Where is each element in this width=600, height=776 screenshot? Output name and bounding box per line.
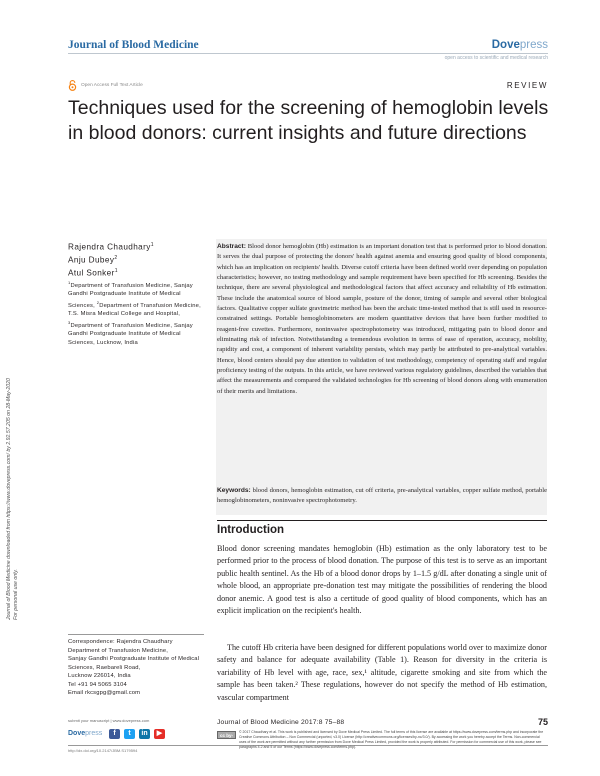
correspondence-dept: Department of Transfusion Medicine,	[68, 647, 168, 654]
dovepress-logo[interactable]	[492, 39, 548, 51]
author: Anju Dubey$^2$	[68, 255, 118, 265]
submit-manuscript-link[interactable]: submit your manuscript | www.dovepress.com	[68, 718, 150, 723]
correspondence-label: Correspondence: Rajendra Chaudhary	[68, 639, 173, 645]
footer-dovepress-logo[interactable]: Dovepress	[68, 730, 103, 737]
affiliations: $^1$Department of Transfusion Medicine, Sanjay Gandhi Postgraduate Institute of Medical Sciences, $^2$Department of Transfusion Medicine, T.S. Misra Medical College and Hospital, $^3$Department of Transfusion Medicine, Sanjay Gandhi Postgraduate Institute of Medical Sciences, Lucknow, India	[68, 280, 201, 346]
abstract-text: Blood donor hemoglobin (Hb) estimation is an important donation test that is performed prior to blood donation. It serves the dual purpose of protecting the donors' health against anemia and ensuring good quality of blood components, which has an implication on recipients' health. Diverse cutoff criteria have been defined world over depending on population characteristics; however, no testing methodology and sample requirement have been specified for Hb screening. Besides the technique, there are several physiological and methodological factors that affect accuracy and reliability of Hb estimation. These include the anatomical source of blood sample, posture of the donor, timing of sample and several other biological factors. Qualitative copper sulfate gravimetric method has been the archaic time-tested method that is still used in resource-constrained settings. Portable hemoglobinometers are modern quantitative devices that have been further modified to reagent-free cuvettes. Furthermore, noninvasive spectrophotometry was introduced, mitigating pain to blood donor and eliminating risk of infection. Notwithstanding a tremendous evolution in terms of ease of operation, accuracy, mobility, rapidity and cost, a component of inherent variability persists, which may partly be attributed to pre-analytical variables. Hence, blood centers should pay due attention to validation of test methodology, competency of operating staff and regular proficiency testing of the outputs. In this article, we have reviewed various regulatory guidelines, described the variables that affect the measurements and compared the validated technologies for Hb screening of blood donors along with enumeration of their merits and limitations.	[217, 243, 547, 395]
open-access-text: Open Access Full Text Article	[81, 83, 143, 88]
linkedin-icon[interactable]: in	[139, 729, 150, 739]
logo-press: press	[519, 39, 548, 51]
article-title: Techniques used for the screening of hemoglobin levels in blood donors: current insights and future directions	[68, 97, 549, 144]
license-text: © 2017 Chaudhary et al. This work is published and licensed by Dove Medical Press Limited. The full terms of this license are available at https://www.dovepress.com/terms.php and incorporate the Creative Commons Attribution – Non Commercial (unported, v3.0) License (http://creativecommons.org/licenses/by-nc/3.0/). By accessing the work you hereby accept the Terms. Non-commercial uses of the work are permitted without any further permission from Dove Medical Press Limited, provided the work is properly attributed. For permission for commercial use of this work, please see paragraphs 4.2 and 5 of our Terms (https://www.dovepress.com/terms.php).	[239, 730, 544, 749]
author-list	[68, 240, 154, 280]
journal-name: Journal of Blood Medicine	[68, 39, 199, 51]
abstract	[217, 242, 547, 397]
intro-paragraph: The cutoff Hb criteria have been designed for different populations world over to maximize donor safety and balance for adequate availability (Table 1). Reason for diversity in the criteria is variability of Hb level with age, race, sex,¹ altitude, cigarette smoking and site from which the sample has been taken.² These regulations, however do not specify the method of Hb estimation, vascular compartment	[217, 643, 547, 702]
open-access-badge	[68, 80, 143, 91]
keywords-label: Keywords:	[217, 487, 251, 494]
twitter-icon[interactable]: t	[124, 729, 135, 739]
author: Atul Sonker$^1$	[68, 268, 118, 279]
correspondence-tel: Tel +91 94 5065 3104	[68, 681, 127, 688]
keywords	[217, 486, 547, 507]
author: Rajendra Chaudhary$^1$	[68, 242, 154, 252]
intro-paragraph: Blood donor screening mandates hemoglobin (Hb) estimation as the only laboratory test to be performed prior to the process of blood donation. The purpose of this test is to serve as an important public health sentinel. As the Hb of a blood donor drops by 1–1.5 g/dL after donating a single unit of whole blood, an appropriate pre-donation test may mitigate the possibilities of rendering the blood donor anemic. A good test is also a certitude of good quality of blood components, which has an explicit implication on the recipient's health.	[217, 544, 547, 616]
abstract-label: Abstract:	[217, 243, 246, 250]
intro-heading: Introduction	[217, 524, 285, 536]
page-number: 75	[537, 717, 548, 727]
open-access-lock-icon	[68, 80, 77, 91]
journal-citation: Journal of Blood Medicine 2017:8 75–88	[217, 719, 345, 726]
correspondence-city: Lucknow 226014, India	[68, 673, 131, 679]
youtube-icon[interactable]: ▶	[154, 729, 165, 739]
article-type-label: REVIEW	[506, 81, 548, 90]
correspondence-institute: Sanjay Gandhi Postgraduate Institute of Medical Sciences, Raebareli Road,	[68, 656, 200, 671]
logo-dove: Dove	[491, 39, 520, 51]
correspondence	[68, 634, 204, 698]
doi-link[interactable]: http://dx.doi.org/10.2147/JBM.S179594	[68, 748, 138, 753]
download-side-note	[6, 155, 24, 620]
publisher-tagline: open access to scientific and medical research	[444, 55, 548, 61]
side-note-download: Journal of Blood Medicine downloaded from https://www.dovepress.com/ by 2.92.57.205 on 28-May-2020	[6, 378, 12, 620]
correspondence-email[interactable]: Email rkcsgpg@gmail.com	[68, 690, 141, 696]
side-note-personal-use: For personal use only.	[13, 569, 19, 620]
social-links	[109, 729, 165, 739]
intro-divider	[217, 520, 547, 521]
header-divider	[68, 53, 548, 54]
facebook-icon[interactable]: f	[109, 729, 120, 739]
cc-license-icon[interactable]: cc by-nc	[217, 731, 236, 739]
keywords-text: blood donors, hemoglobin estimation, cut off criteria, pre-analytical variables, copper sulfate method, portable hemoglobinometers, noninvasive spectrophotometry.	[217, 487, 547, 505]
